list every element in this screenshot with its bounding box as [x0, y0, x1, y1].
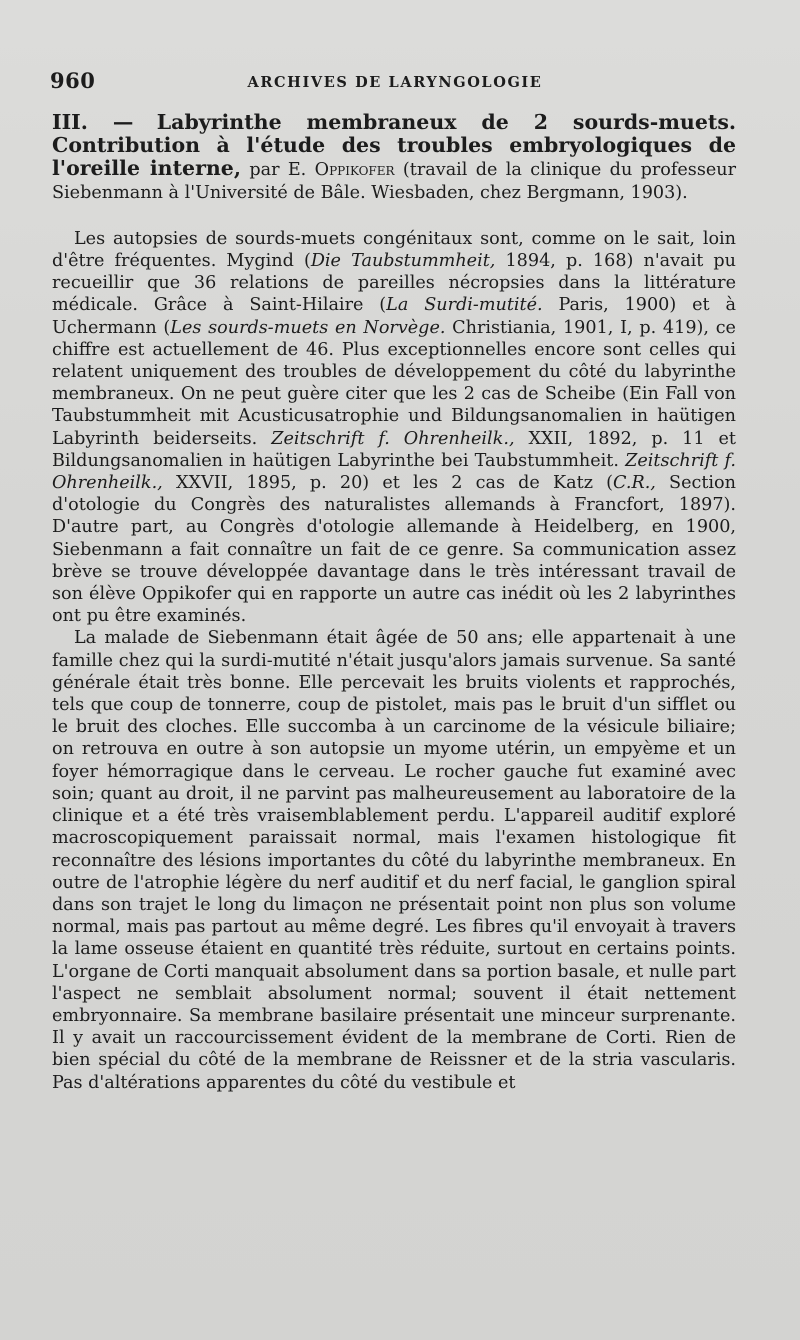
entry-number: III. —: [52, 110, 134, 134]
text-run: 1894, p. 168) n'avait pu recueillir que 36 relations de pareilles nécropsies dans la littérature médicale. Grâce à Saint-Hilaire (: [52, 251, 736, 316]
running-head: ARCHIVES DE LARYNGOLOGIE: [247, 74, 543, 91]
page-number: 960: [50, 68, 96, 93]
entry-title: Labyrinthe membraneux de 2 sourds-muets. Contribution à l'étude des troubles embryologiques de l'oreille interne,: [52, 110, 737, 181]
text-run: Christiania, 1901, I, p. 419), ce chiffre est actuellement de 46. Plus exceptionnelles encore sont celles qui relatent uniquement des troubles de développement du côté du labyrinthe membraneux. On ne peut guère citer que les 2 cas de Scheibe (Ein Fall von Taubstummheit mit Acusticusatrophie und Bildungsanomalien in haütigen Labyrinth beiderseits.: [52, 317, 736, 449]
italic-citation: Zeitschrift f. Ohrenheilk.,: [271, 428, 515, 449]
text-run: Les autopsies de sourds-muets congénitaux sont, comme on le sait, loin d'être fréquentes. Mygind (: [52, 228, 736, 272]
entry-details: (travail de la clinique du professeur Siebenmann à l'Université de Bâle. Wiesbaden, chez Bergmann, 1903).: [52, 160, 737, 203]
text-run: XXVII, 1895, p. 20) et les 2 cas de Katz (: [162, 473, 614, 494]
text-run: Section d'otologie du Congrès des naturalistes allemands à Francfort, 1897). D'autre part, au Congrès d'otologie allemande à Heidelberg, en 1900, Siebenmann a fait connaître un fait de ce genre. Sa communication assez brève se trouve développée davantage dans le très intéressant travail de son élève Oppikofer qui en rapporte un autre cas inédit où les 2 labyrinthes ont pu être examinés.: [52, 473, 736, 627]
text-run: XXII, 1892, p. 11 et Bildungsanomalien in haütigen Labyrinthe bei Taubstummheit.: [52, 428, 736, 471]
italic-citation: Die Taubstummheit,: [310, 251, 496, 272]
page-body: [52, 112, 736, 1094]
italic-citation: C.R.,: [613, 473, 656, 494]
page-header: [50, 68, 740, 98]
italic-citation: Les sourds-muets en Norvège.: [170, 317, 446, 338]
italic-citation: Zeitschrift f. Ohrenheilk.,: [52, 450, 736, 494]
entry-author: Oppikofer: [314, 160, 395, 181]
entry-by: par E.: [249, 160, 307, 181]
paragraph-1: [52, 228, 736, 628]
text-run: Paris, 1900) et à Uchermann (: [52, 295, 736, 338]
italic-citation: La Surdi-mutité.: [386, 295, 543, 316]
paragraph-2: La malade de Siebenmann était âgée de 50 ans; elle appartenait à une famille chez qui la surdi-mutité n'était jusqu'alors jamais survenue. Sa santé générale était très bonne. Elle percevait les bruits violents et rapprochés, tels que coup de tonnerre, coup de pistolet, mais pas le bruit d'un sifflet ou le bruit des cloches. Elle succomba à un carcinome de la vésicule biliaire; on retrouva en outre à son autopsie un myome utérin, un empyème et un foyer hémorragique dans le cerveau. Le rocher gauche fut examiné avec soin; quant au droit, il ne parvint pas malheureusement au laboratoire de la clinique et a été très vraisemblablement perdu. L'appareil auditif exploré macroscopiquement paraissait normal, mais l'examen histologique fit reconnaître des lésions importantes du côté du labyrinthe membraneux. En outre de l'atrophie légère du nerf auditif et du nerf facial, le ganglion spiral dans son trajet le long du limaçon ne présentait point non plus son volume normal, mais pas partout au même degré. Les fibres qu'il envoyait à travers la lame osseuse étaient en quantité très réduite, surtout en certains points. L'organe de Corti manquait absolument dans sa portion basale, et nulle part l'aspect ne semblait absolument normal; souvent il était nettement embryonnaire. Sa membrane basilaire présentait une minceur surprenante. Il y avait un raccourcissement évident de la membrane de Corti. Rien de bien spécial du côté de la membrane de Reissner et de la stria vascularis. Pas d'altérations apparentes du côté du vestibule et: [52, 628, 736, 1093]
bibliographic-entry: [52, 112, 736, 204]
